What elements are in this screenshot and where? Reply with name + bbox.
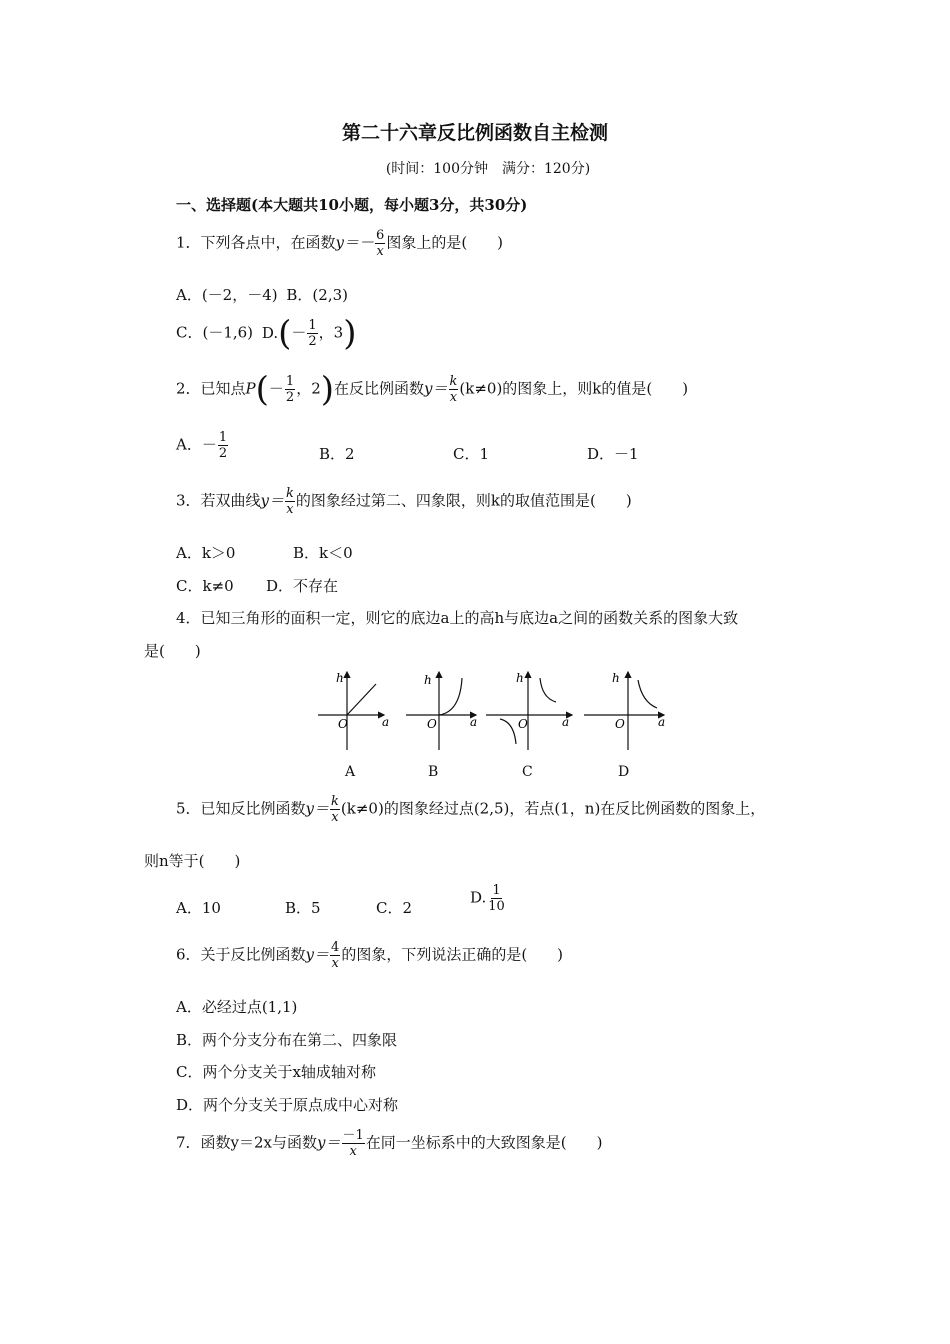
q5-num: k [331,794,339,809]
graph-b-origin: O [427,717,437,731]
q1-d-sign: － [291,323,307,342]
q2-coord-num: 1 [285,374,295,389]
q6-option-a: A．必经过点(1,1) [176,998,298,1016]
q5-option-c: C．2 [376,899,413,917]
question-3 [176,486,632,517]
q7-stem: 7．函数y＝2x与函数 [176,1133,318,1152]
q7-fraction [342,1128,365,1159]
q7-num: －1 [342,1128,364,1143]
exam-info: (时间：100分钟 满分：120分) [385,161,591,177]
q1-den: x [376,244,384,259]
q2-right-paren: ) [320,369,335,410]
q4-graphs [310,668,680,758]
q1-option-c: C．(－1,6) [176,323,254,342]
q3-num: k [286,486,294,501]
q2-option-a-fraction [218,430,228,461]
q1-d-right-paren: ) [343,313,357,354]
q6-stem: 6．关于反比例函数 [176,945,306,964]
q2-option-d: D．－1 [587,445,639,463]
graph-c-a-label: a [562,715,570,729]
q3-fraction [285,486,295,517]
q2-left-paren: ( [255,369,269,410]
q5-stem: 5．已知反比例函数 [176,799,306,818]
q3-option-b: B．k＜0 [293,544,353,562]
graph-c-caption: C [522,764,533,780]
q1-options-row2 [176,313,357,354]
q1-fraction [375,228,385,259]
q2-point-name: P [245,379,256,398]
q5-option-a: A．10 [176,899,221,917]
q2-fn-den: x [449,390,458,405]
question-5 [176,794,765,825]
q5-den: x [331,810,339,825]
graph-b-a-label: a [470,715,478,729]
q1-num: 6 [376,228,385,243]
q5-option-d-fraction [487,883,506,914]
q6-stem-end: 的图象，下列说法正确的是( ) [341,945,564,964]
q2-option-a-den: 2 [218,446,228,461]
q1-d-left-paren: ( [278,313,292,354]
q2-sign: － [268,379,284,398]
q5-option-d-prefix: D. [470,888,487,907]
q2-option-a [176,430,229,461]
q1-d-den: 2 [308,334,317,349]
q5-expr: y＝ [305,799,330,818]
graph-a [318,671,389,750]
page-title: 第二十六章反比例函数自主检测 [341,122,608,144]
q1-stem: 1．下列各点中，在函数 [176,233,336,252]
q6-den: x [331,956,339,971]
q3-option-d: D．不存在 [266,577,339,595]
q7-stem-end: 在同一坐标系中的大致图象是( ) [365,1133,603,1152]
q2-fn-fraction [449,374,459,405]
q2-option-c: C．1 [453,445,490,463]
q2-coord-tail: ，2 [296,379,321,398]
q6-fraction [330,940,340,971]
q2-fn-num: k [449,374,458,389]
graph-b-h-label: h [424,673,432,687]
question-4: 4．已知三角形的面积一定，则它的底边a上的高h与底边a之间的函数关系的图象大致 [176,609,739,627]
q7-den: x [349,1144,357,1159]
graph-d-a-label: a [658,715,666,729]
q5-stem-end: (k≠0)的图象经过点(2,5)，若点(1，n)在反比例函数的图象上， [340,799,766,818]
q5-option-d [470,883,507,914]
q1-option-d-label: D. [261,323,279,342]
graph-d-caption: D [618,764,630,780]
question-6 [176,940,563,971]
q2-option-b: B．2 [319,445,355,463]
q1-d-fraction [307,318,317,349]
graph-c-h-label: h [516,671,524,685]
graph-d-origin: O [615,717,625,731]
q3-expr: y＝ [260,491,285,510]
q6-expr: y＝ [305,945,330,964]
q1-d-tail: ，3 [318,323,344,342]
q5-option-d-den: 10 [488,899,505,914]
q2-coord-den: 2 [285,390,295,405]
q6-option-d: D．两个分支关于原点成中心对称 [176,1096,399,1114]
graph-a-caption: A [345,764,356,780]
q2-option-a-prefix: A．－ [176,435,217,454]
question-5-cont: 则n等于( ) [144,852,241,870]
q5-fraction [330,794,340,825]
graph-c [486,671,572,750]
q5-option-b: B．5 [285,899,321,917]
q2-stem-end: (k≠0)的图象上，则k的值是( ) [459,379,689,398]
graph-d-h-label: h [612,671,620,685]
q6-num: 4 [331,940,340,955]
graph-b-caption: B [428,764,439,780]
q6-option-c: C．两个分支关于x轴成轴对称 [176,1063,376,1081]
q1-option-b: B．(2,3) [286,286,348,304]
q3-stem: 3．若双曲线 [176,491,261,510]
question-2 [176,369,689,410]
q1-option-a: A．(－2，－4) [176,286,278,304]
q6-option-b: B．两个分支分布在第二、四象限 [176,1031,398,1049]
q2-stem: 2．已知点 [176,379,246,398]
graph-d [584,671,665,750]
q1-expr: y＝－ [335,233,375,252]
q2-expr: y＝ [424,379,448,398]
q5-option-d-num: 1 [492,883,501,898]
q7-expr: y＝ [317,1133,341,1152]
q1-stem-end: 图象上的是( ) [386,233,504,252]
graph-a-h-label: h [336,671,344,685]
question-1 [176,228,503,259]
q2-coord-fraction [285,374,295,405]
q1-options-row1 [176,284,348,305]
q1-d-num: 1 [308,318,317,333]
graph-c-origin: O [518,717,528,731]
graph-b [406,672,477,750]
q3-stem-end: 的图象经过第二、四象限，则k的取值范围是( ) [295,491,632,510]
q2-stem-mid: 在反比例函数 [334,379,425,398]
question-7 [176,1128,603,1159]
graph-a-origin: O [338,717,348,731]
q3-option-c: C．k≠0 [176,577,234,595]
section-heading: 一、选择题(本大题共10小题，每小题3分，共30分) [176,196,528,214]
q3-option-a: A．k＞0 [176,544,236,562]
graph-a-a-label: a [382,715,390,729]
q2-option-a-num: 1 [218,430,228,445]
q3-den: x [286,502,294,517]
question-4-cont: 是( ) [144,642,201,660]
